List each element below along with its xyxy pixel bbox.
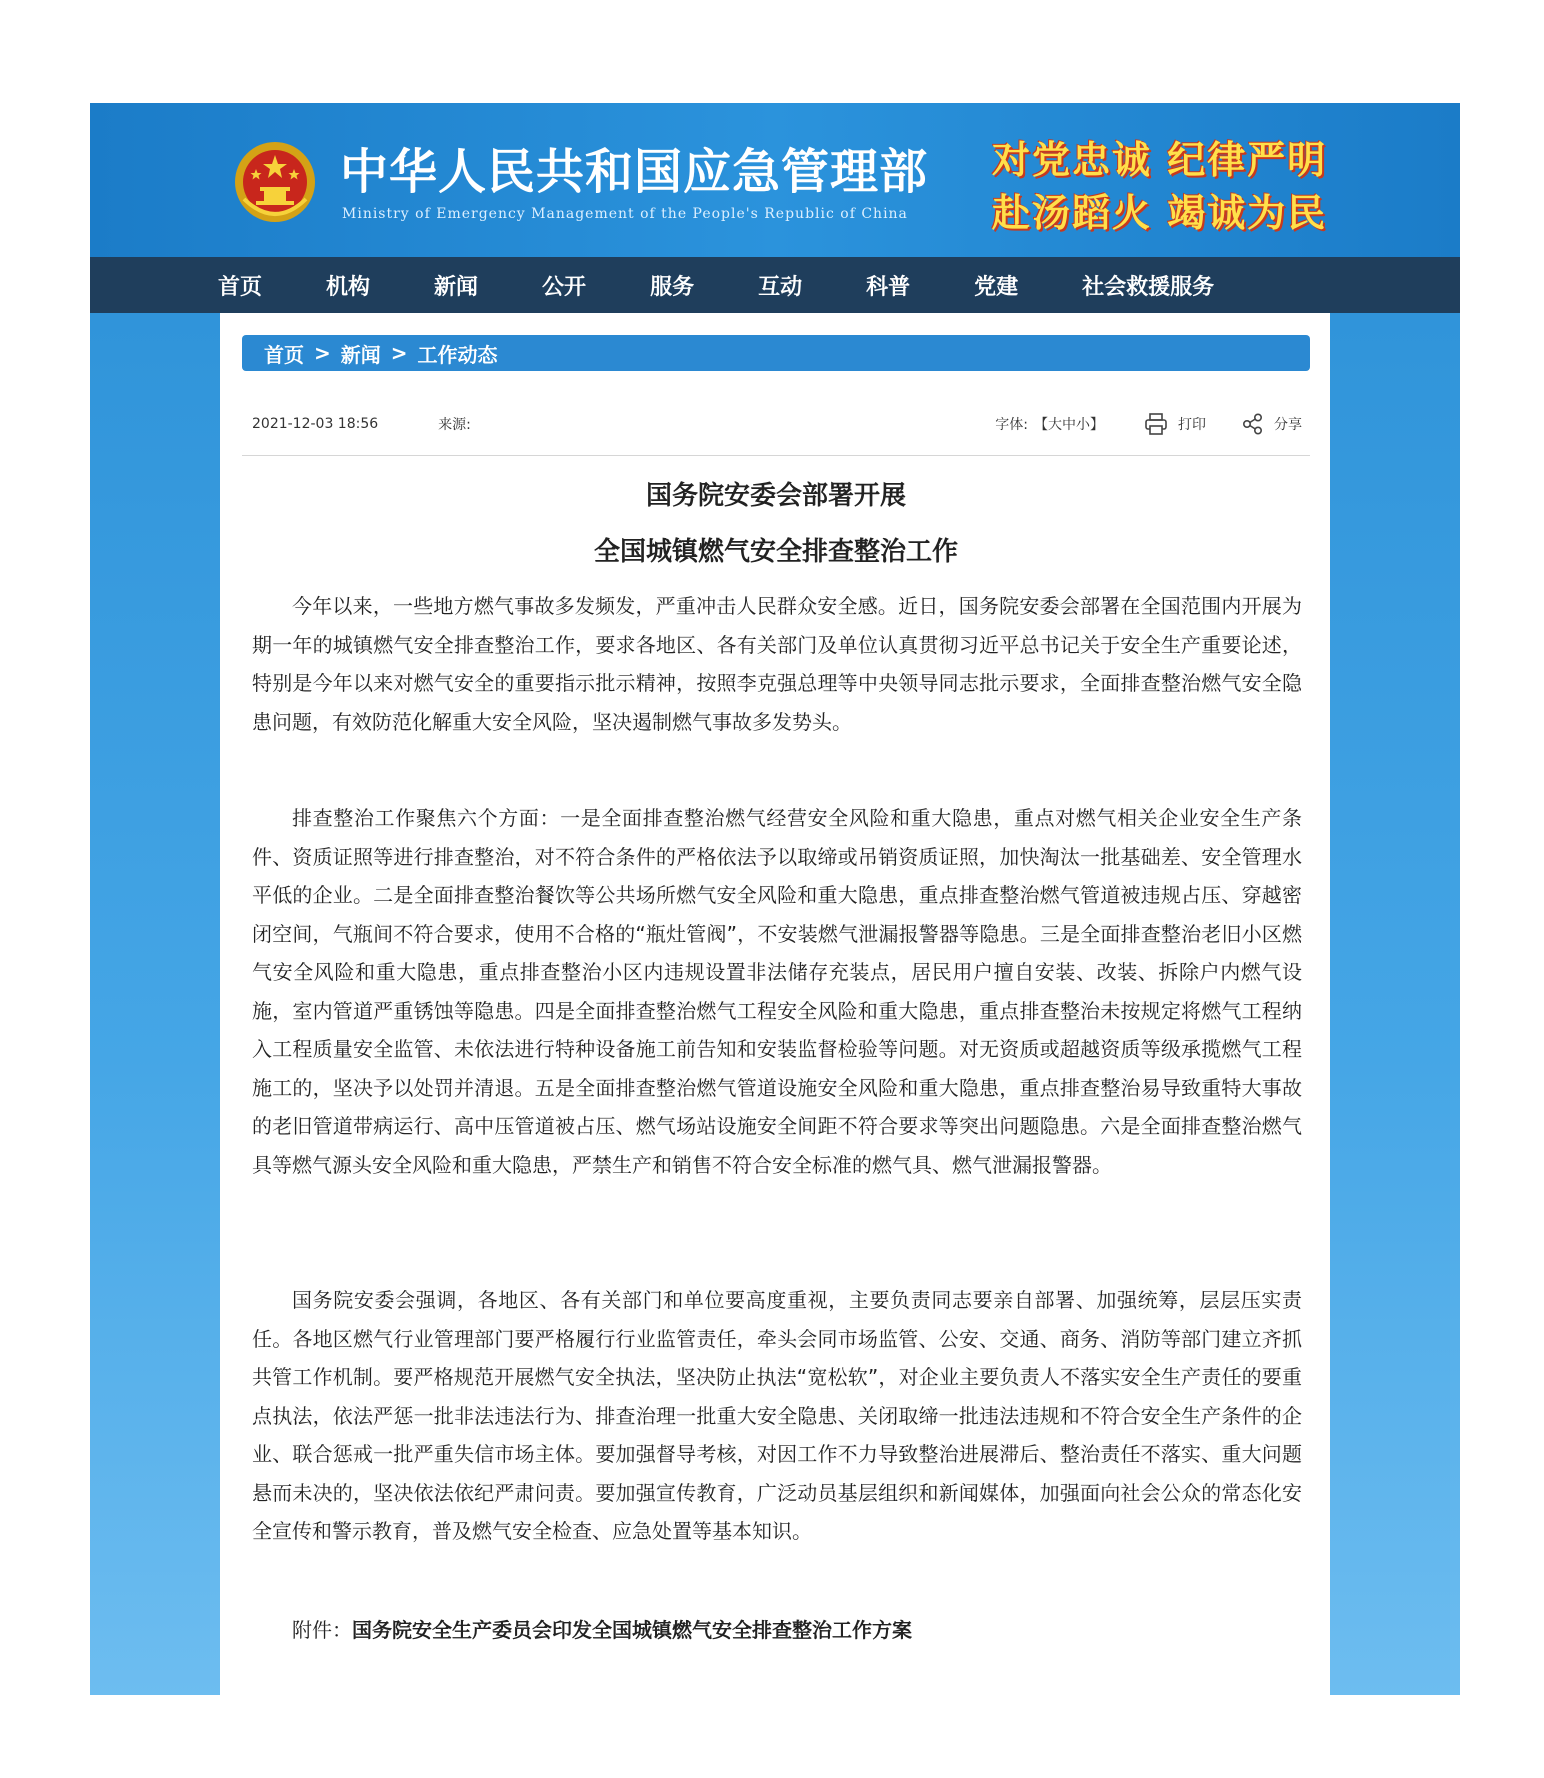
article-paragraph: 今年以来，一些地方燃气事故多发频发，严重冲击人民群众安全感。近日，国务院安委会部署在全国范围内开展为期一年的城镇燃气安全排查整治工作，要求各地区、各有关部门及单位认真贯彻习近平总书记关于安全生产重要论述，特别是今年以来对燃气安全的重要指示批示精神，按照李克强总理等中央领导同志批示要求，全面排查整治燃气安全隐患问题，有效防范化解重大安全风险，坚决遏制燃气事故多发势头。 xyxy=(252,594,1302,734)
breadcrumb xyxy=(242,335,1310,371)
attachment xyxy=(252,1611,1302,1649)
nav-item-news[interactable]: 新闻 xyxy=(434,274,479,300)
nav-item-service[interactable]: 服务 xyxy=(650,274,695,300)
nav-item-party[interactable]: 党建 xyxy=(974,274,1019,300)
print-label: 打印 xyxy=(1178,417,1206,433)
share-button[interactable] xyxy=(1242,413,1302,435)
page-frame xyxy=(90,103,1460,1695)
fontsize-selector[interactable]: 【大中小】 xyxy=(1034,417,1104,433)
breadcrumb-home[interactable]: 首页 xyxy=(264,342,304,367)
fontsize-label: 字体: xyxy=(995,417,1028,433)
print-button[interactable] xyxy=(1144,413,1206,435)
printer-icon xyxy=(1144,413,1168,435)
slogan-line-1: 对党忠诚 纪律严明 xyxy=(992,137,1328,182)
article-meta xyxy=(252,409,1302,439)
source-label: 来源: xyxy=(438,417,471,433)
nav-item-science[interactable]: 科普 xyxy=(866,274,911,300)
site-title[interactable]: 中华人民共和国应急管理部 xyxy=(340,144,929,200)
attachment-link[interactable]: 国务院安全生产委员会印发全国城镇燃气安全排查整治工作方案 xyxy=(352,1618,912,1642)
article-title-line-2: 全国城镇燃气安全排查整治工作 xyxy=(593,537,958,567)
nav-item-rescue-service[interactable]: 社会救援服务 xyxy=(1082,274,1215,300)
attachment-label: 附件： xyxy=(292,1618,352,1642)
article-title-line-1: 国务院安委会部署开展 xyxy=(645,481,906,511)
breadcrumb-separator: > xyxy=(390,341,408,365)
breadcrumb-news[interactable]: 新闻 xyxy=(340,342,381,367)
share-label: 分享 xyxy=(1274,417,1302,433)
meta-divider xyxy=(242,455,1310,456)
national-emblem-icon[interactable] xyxy=(232,139,318,225)
main-nav xyxy=(90,257,1460,313)
article-paragraph: 排查整治工作聚焦六个方面：一是全面排查整治燃气经营安全风险和重大隐患，重点对燃气相关企业安全生产条件、资质证照等进行排查整治，对不符合条件的严格依法予以取缔或吊销资质证照，加快淘汰一批基础差、安全管理水平低的企业。二是全面排查整治餐饮等公共场所燃气安全风险和重大隐患，重点排查整治燃气管道被违规占压、穿越密闭空间，气瓶间不符合要求，使用不合格的“瓶灶管阀”，不安装燃气泄漏报警器等隐患。三是全面排查整治老旧小区燃气安全风险和重大隐患，重点排查整治小区内违规设置非法储存充装点，居民用户擅自安装、改装、拆除户内燃气设施，室内管道严重锈蚀等隐患。四是全面排查整治燃气工程安全风险和重大隐患，重点排查整治未按规定将燃气工程纳入工程质量安全监管、未依法进行特种设备施工前告知和安装监督检验等问题。对无资质或超越资质等级承揽燃气工程施工的，坚决予以处罚并清退。五是全面排查整治燃气管道设施安全风险和重大隐患，重点排查整治易导致重特大事故的老旧管道带病运行、高中压管道被占压、燃气场站设施安全间距不符合要求等突出问题隐患。六是全面排查整治燃气具等燃气源头安全风险和重大隐患，严禁生产和销售不符合安全标准的燃气具、燃气泄漏报警器。 xyxy=(252,806,1302,1177)
publish-date: 2021-12-03 18:56 xyxy=(252,416,379,432)
breadcrumb-separator: > xyxy=(314,341,331,365)
nav-item-home[interactable]: 首页 xyxy=(218,274,263,300)
article-paragraph: 国务院安委会强调，各地区、各有关部门和单位要高度重视，主要负责同志要亲自部署、加强统筹，层层压实责任。各地区燃气行业管理部门要严格履行行业监管责任，牵头会同市场监管、公安、交通、商务、消防等部门建立齐抓共管工作机制。要严格规范开展燃气安全执法，坚决防止执法“宽松软”，对企业主要负责人不落实安全生产责任的要重点执法，依法严惩一批非法违法行为、排查治理一批重大安全隐患、关闭取缔一批违法违规和不符合安全生产条件的企业、联合惩戒一批严重失信市场主体。要加强督导考核，对因工作不力导致整治进展滞后、整治责任不落实、重大问题悬而未决的，坚决依法依纪严肃问责。要加强宣传教育，广泛动员基层组织和新闻媒体，加强面向社会公众的常态化安全宣传和警示教育，普及燃气安全检查、应急处置等基本知识。 xyxy=(252,1288,1302,1543)
nav-item-interaction[interactable]: 互动 xyxy=(758,274,803,300)
nav-item-public[interactable]: 公开 xyxy=(542,274,587,300)
site-header xyxy=(90,103,1460,257)
nav-item-organization[interactable]: 机构 xyxy=(326,274,371,300)
article-container xyxy=(220,313,1330,1695)
site-subtitle: Ministry of Emergency Management of the People's Republic of China xyxy=(342,206,908,222)
share-icon xyxy=(1242,413,1264,435)
slogan-line-2: 赴汤蹈火 竭诚为民 xyxy=(992,190,1328,235)
breadcrumb-work-updates[interactable]: 工作动态 xyxy=(417,342,498,367)
